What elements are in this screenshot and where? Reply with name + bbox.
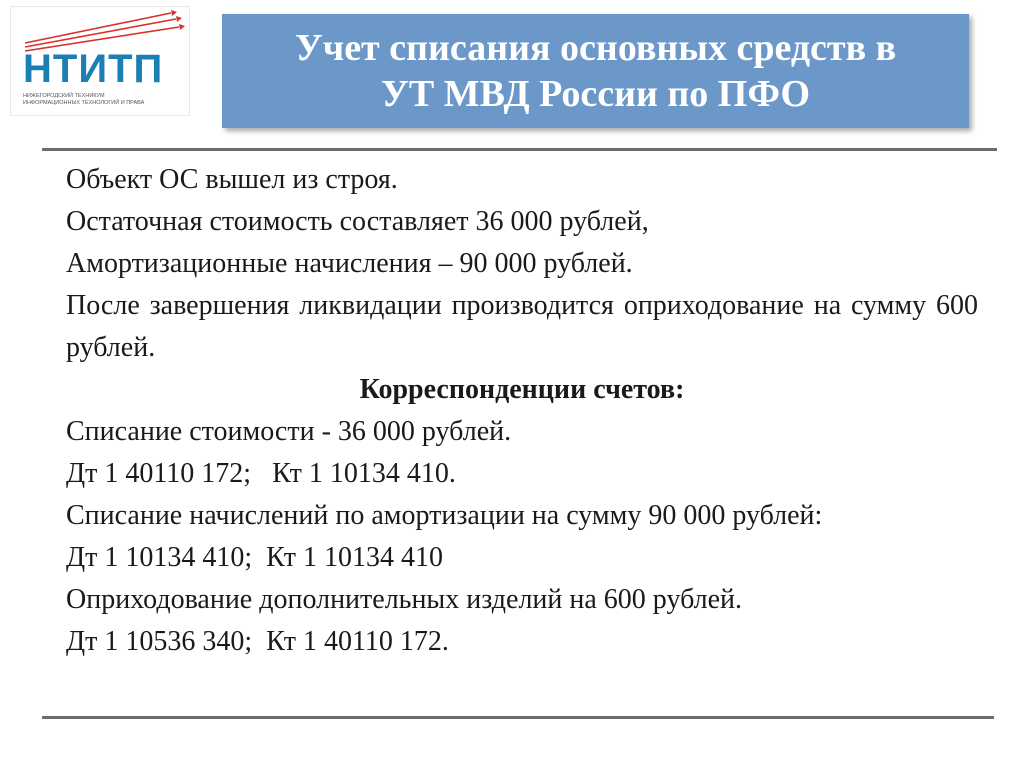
body-line-receipt: Оприходование дополнительных изделий на 600 рублей.: [66, 584, 743, 615]
body-entry-3: Дт 1 10536 340; Кт 1 40110 172.: [66, 626, 449, 657]
body-entry-1: Дт 1 40110 172; Кт 1 10134 410.: [66, 458, 456, 489]
slide-title-line2: УТ МВД России по ПФО: [380, 73, 811, 115]
body-paragraph-liquidation: После завершения ликвидации производится оприходование на сумму 600 рублей.: [66, 290, 978, 363]
body-paragraph-writeoff-depreciation: Списание начислений по амортизации на сумму 90 000 рублей:: [66, 500, 823, 531]
body-line-object-failed: Объект ОС вышел из строя.: [66, 164, 398, 195]
slide-title: [222, 25, 969, 117]
bottom-divider: [42, 716, 994, 719]
logo: [10, 6, 190, 116]
body-line-depreciation: Амортизационные начисления – 90 000 рублей.: [66, 248, 633, 279]
logo-subtitle-line1: НИЖЕГОРОДСКИЙ ТЕХНИКУМ: [23, 93, 105, 99]
body-line-writeoff-cost: Списание стоимости - 36 000 рублей.: [66, 416, 512, 447]
body-heading-correspondence: Корреспонденции счетов:: [359, 374, 685, 405]
body-line-residual-value: Остаточная стоимость составляет 36 000 рублей,: [66, 206, 649, 237]
slide-title-box: [222, 14, 969, 128]
slide-title-line1: Учет списания основных средств в: [294, 27, 897, 69]
logo-subtitle-line2: ИНФОРМАЦИОННЫХ ТЕХНОЛОГИЙ И ПРАВА: [23, 100, 145, 106]
body-entry-2: Дт 1 10134 410; Кт 1 10134 410: [66, 542, 443, 573]
logo-name: НТИТП: [23, 47, 164, 91]
slide-body: [66, 159, 978, 663]
top-divider: [42, 148, 997, 151]
logo-subtitle: [23, 93, 183, 107]
